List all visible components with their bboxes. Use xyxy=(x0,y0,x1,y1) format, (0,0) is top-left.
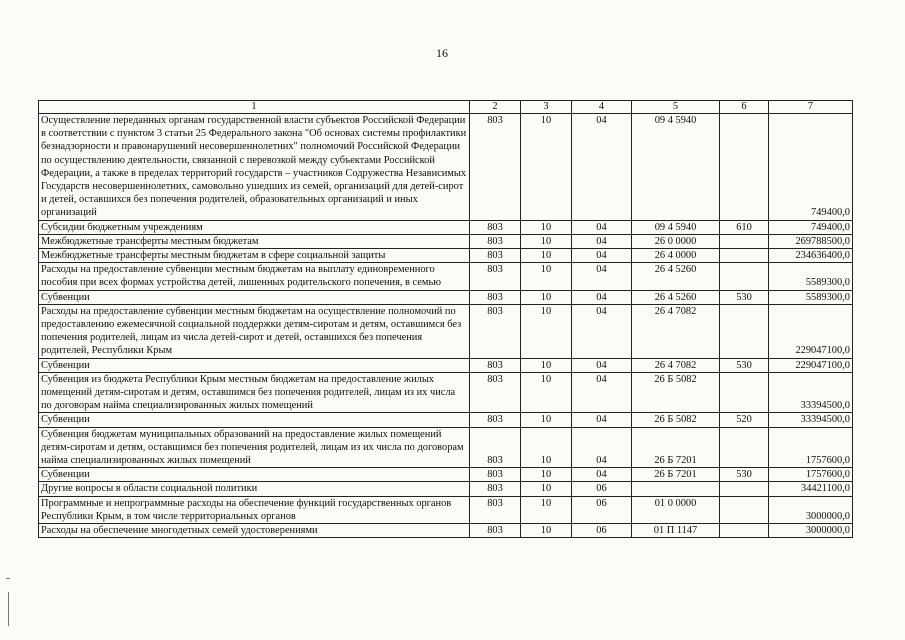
scan-margin-mark xyxy=(6,578,10,579)
amount: 234636400,0 xyxy=(769,249,853,263)
row-name: Субвенции xyxy=(39,290,470,304)
row-name: Осуществление переданных органам государственной власти субъектов Российской Федерации в соответствии с пунктом 3 статьи 25 Федерального закона "Об основах системы профилактики безнадзорности и правонарушений несовершеннолетних" полномочий Российской Федерации по осуществлению деятельности, связанной с перевозкой между субъектами Российской Федерации, а также в пределах территорий государств – участников Содружества Независимых Государств несовершеннолетних, самовольно ушедших из семей, организаций для детей-сирот и детей, оставшихся без попечения родителей, образовательных организаций и иных организаций xyxy=(39,114,470,221)
target-code: 26 Б 7201 xyxy=(632,427,720,468)
expense-type-code: 520 xyxy=(720,413,769,427)
target-code: 26 4 0000 xyxy=(632,249,720,263)
subsection-code: 06 xyxy=(572,496,632,523)
column-header-7: 7 xyxy=(769,101,853,114)
row-name: Субвенции xyxy=(39,358,470,372)
amount: 3000000,0 xyxy=(769,496,853,523)
amount: 229047100,0 xyxy=(769,358,853,372)
section-code: 10 xyxy=(521,290,572,304)
subsection-code: 04 xyxy=(572,263,632,290)
table-row xyxy=(39,290,853,304)
column-header-6: 6 xyxy=(720,101,769,114)
expense-type-code xyxy=(720,496,769,523)
section-code: 10 xyxy=(521,358,572,372)
subsection-code: 04 xyxy=(572,427,632,468)
rzpr-code: 803 xyxy=(470,372,521,413)
expense-type-code xyxy=(720,427,769,468)
expense-type-code xyxy=(720,304,769,358)
row-name: Субвенции xyxy=(39,468,470,482)
amount: 1757600,0 xyxy=(769,427,853,468)
subsection-code: 04 xyxy=(572,234,632,248)
subsection-code: 04 xyxy=(572,372,632,413)
expense-type-code: 530 xyxy=(720,358,769,372)
expense-type-code: 610 xyxy=(720,220,769,234)
table-header-row xyxy=(39,101,853,114)
subsection-code: 04 xyxy=(572,249,632,263)
table-row xyxy=(39,427,853,468)
rzpr-code: 803 xyxy=(470,114,521,221)
column-header-3: 3 xyxy=(521,101,572,114)
row-name: Программные и непрограммные расходы на обеспечение функций государственных органов Республики Крым, в том числе территориальных органов xyxy=(39,496,470,523)
rzpr-code: 803 xyxy=(470,234,521,248)
rzpr-code: 803 xyxy=(470,413,521,427)
expense-type-code xyxy=(720,524,769,538)
amount: 34421100,0 xyxy=(769,482,853,496)
section-code: 10 xyxy=(521,304,572,358)
subsection-code: 04 xyxy=(572,468,632,482)
table-row xyxy=(39,263,853,290)
subsection-code: 04 xyxy=(572,114,632,221)
amount: 3000000,0 xyxy=(769,524,853,538)
target-code: 26 4 5260 xyxy=(632,263,720,290)
subsection-code: 06 xyxy=(572,482,632,496)
rzpr-code: 803 xyxy=(470,524,521,538)
target-code: 26 4 5260 xyxy=(632,290,720,304)
table-row xyxy=(39,114,853,221)
table-row xyxy=(39,482,853,496)
expense-type-code xyxy=(720,249,769,263)
rzpr-code: 803 xyxy=(470,427,521,468)
expense-type-code: 530 xyxy=(720,468,769,482)
subsection-code: 06 xyxy=(572,524,632,538)
target-code: 26 4 7082 xyxy=(632,304,720,358)
table-row xyxy=(39,220,853,234)
target-code: 01 0 0000 xyxy=(632,496,720,523)
column-header-4: 4 xyxy=(572,101,632,114)
column-header-5: 5 xyxy=(632,101,720,114)
table-row xyxy=(39,413,853,427)
amount: 229047100,0 xyxy=(769,304,853,358)
row-name: Субвенции xyxy=(39,413,470,427)
target-code: 09 4 5940 xyxy=(632,114,720,221)
section-code: 10 xyxy=(521,427,572,468)
expense-type-code xyxy=(720,234,769,248)
expense-type-code: 530 xyxy=(720,290,769,304)
row-name: Субвенция из бюджета Республики Крым местным бюджетам на предоставление жилых помещений детям-сиротам и детям, оставшимся без попечения родителей, лицам из их числа по договорам найма специализированных жилых помещений xyxy=(39,372,470,413)
section-code: 10 xyxy=(521,413,572,427)
row-name: Расходы на предоставление субвенции местным бюджетам на выплату единовременного пособия при всех формах устройства детей, лишенных родительского попечения, в семью xyxy=(39,263,470,290)
rzpr-code: 803 xyxy=(470,290,521,304)
expense-type-code xyxy=(720,482,769,496)
section-code: 10 xyxy=(521,114,572,221)
row-name: Другие вопросы в области социальной политики xyxy=(39,482,470,496)
rzpr-code: 803 xyxy=(470,482,521,496)
subsection-code: 04 xyxy=(572,290,632,304)
rzpr-code: 803 xyxy=(470,249,521,263)
table-row xyxy=(39,249,853,263)
table-row xyxy=(39,234,853,248)
page-number: 16 xyxy=(436,46,448,60)
table-row xyxy=(39,304,853,358)
target-code: 26 4 7082 xyxy=(632,358,720,372)
subsection-code: 04 xyxy=(572,220,632,234)
expense-type-code xyxy=(720,263,769,290)
amount: 749400,0 xyxy=(769,114,853,221)
column-header-2: 2 xyxy=(470,101,521,114)
target-code: 26 0 0000 xyxy=(632,234,720,248)
target-code: 26 Б 7201 xyxy=(632,468,720,482)
subsection-code: 04 xyxy=(572,358,632,372)
rzpr-code: 803 xyxy=(470,358,521,372)
target-code: 09 4 5940 xyxy=(632,220,720,234)
rzpr-code: 803 xyxy=(470,263,521,290)
amount: 5589300,0 xyxy=(769,290,853,304)
expense-type-code xyxy=(720,114,769,221)
amount: 5589300,0 xyxy=(769,263,853,290)
section-code: 10 xyxy=(521,220,572,234)
row-name: Межбюджетные трансферты местным бюджетам в сфере социальной защиты xyxy=(39,249,470,263)
section-code: 10 xyxy=(521,496,572,523)
subsection-code: 04 xyxy=(572,304,632,358)
row-name: Расходы на предоставление субвенции местным бюджетам на осуществление полномочий по предоставлению ежемесячной социальной поддержки детям-сиротам и детям, оставшимся без попечения родителей, лицам из числа детей-сирот и детей, оставшихся без попечения родителей, Республики Крым xyxy=(39,304,470,358)
target-code: 01 П 1147 xyxy=(632,524,720,538)
target-code: 26 Б 5082 xyxy=(632,413,720,427)
column-header-1: 1 xyxy=(39,101,470,114)
subsection-code: 04 xyxy=(572,413,632,427)
scan-margin-mark xyxy=(8,592,9,626)
amount: 269788500,0 xyxy=(769,234,853,248)
table-row xyxy=(39,358,853,372)
budget-table xyxy=(38,100,853,538)
section-code: 10 xyxy=(521,263,572,290)
rzpr-code: 803 xyxy=(470,468,521,482)
table-row xyxy=(39,468,853,482)
target-code: 26 Б 5082 xyxy=(632,372,720,413)
amount: 33394500,0 xyxy=(769,372,853,413)
rzpr-code: 803 xyxy=(470,304,521,358)
expense-type-code xyxy=(720,372,769,413)
table-row xyxy=(39,496,853,523)
row-name: Межбюджетные трансферты местным бюджетам xyxy=(39,234,470,248)
section-code: 10 xyxy=(521,482,572,496)
table-row xyxy=(39,372,853,413)
row-name: Субвенция бюджетам муниципальных образований на предоставление жилых помещений детям-сиротам и детям, оставшимся без попечения родителей, лицам из их числа по договорам найма специализированных жилых помещений xyxy=(39,427,470,468)
section-code: 10 xyxy=(521,468,572,482)
table-row xyxy=(39,524,853,538)
amount: 1757600,0 xyxy=(769,468,853,482)
rzpr-code: 803 xyxy=(470,496,521,523)
amount: 33394500,0 xyxy=(769,413,853,427)
row-name: Расходы на обеспечение многодетных семей удостоверениями xyxy=(39,524,470,538)
amount: 749400,0 xyxy=(769,220,853,234)
section-code: 10 xyxy=(521,234,572,248)
target-code xyxy=(632,482,720,496)
section-code: 10 xyxy=(521,249,572,263)
section-code: 10 xyxy=(521,524,572,538)
row-name: Субсидии бюджетным учреждениям xyxy=(39,220,470,234)
rzpr-code: 803 xyxy=(470,220,521,234)
section-code: 10 xyxy=(521,372,572,413)
